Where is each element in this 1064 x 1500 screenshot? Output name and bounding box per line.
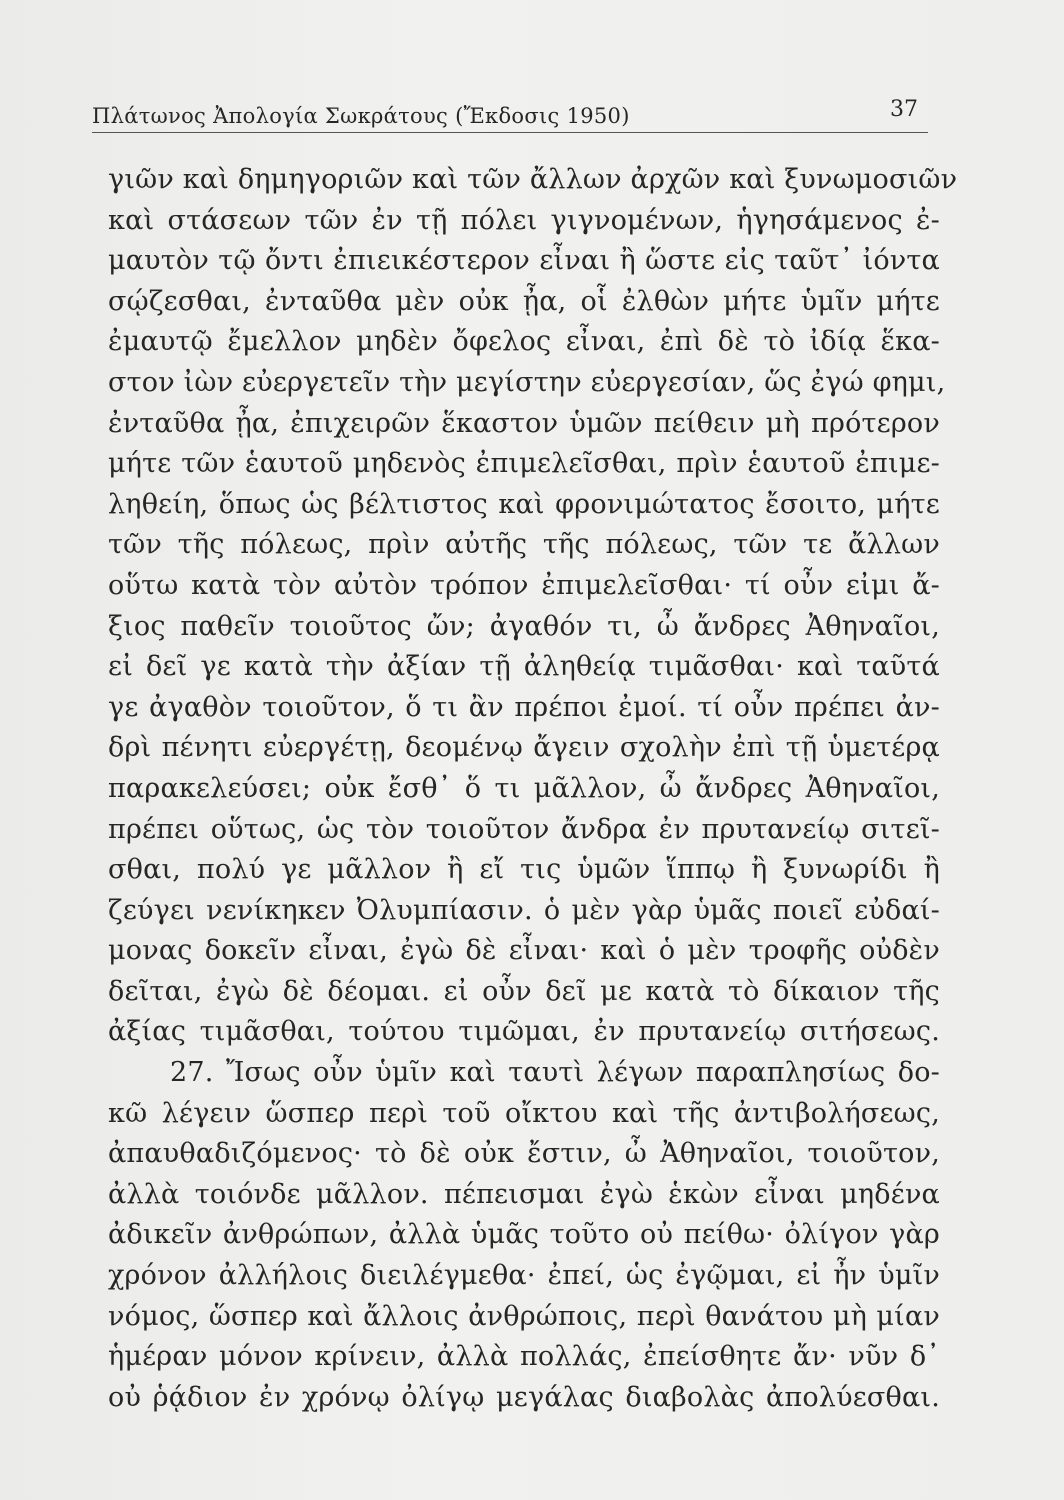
text-line: ληθείη, ὅπως ὡς βέλτιστος καὶ φρονιμώτατος ἔσοιτο, μήτε bbox=[108, 488, 940, 520]
text-line: ἀξίας τιμᾶσθαι, τούτου τιμῶμαι, ἐν πρυτανείῳ σιτήσεως. bbox=[108, 1016, 940, 1048]
text-line: ἀδικεῖν ἀνθρώπων, ἀλλὰ ὑμᾶς τοῦτο οὐ πείθω· ὀλίγον γὰρ bbox=[108, 1219, 940, 1251]
text-line: μονας δοκεῖν εἶναι, ἐγὼ δὲ εἶναι· καὶ ὁ μὲν τροφῆς οὐδὲν bbox=[108, 935, 940, 967]
text-line: ἡμέραν μόνον κρίνειν, ἀλλὰ πολλάς, ἐπείσθητε ἄν· νῦν δ᾽ bbox=[108, 1341, 940, 1373]
text-line: οὐ ῥᾴδιον ἐν χρόνῳ ὀλίγῳ μεγάλας διαβολὰς ἀπολύεσθαι. bbox=[108, 1381, 940, 1413]
text-line: ἐμαυτῷ ἔμελλον μηδὲν ὄφελος εἶναι, ἐπὶ δὲ τὸ ἰδίᾳ ἕκα- bbox=[108, 326, 940, 358]
text-line: μήτε τῶν ἑαυτοῦ μηδενὸς ἐπιμελεῖσθαι, πρὶν ἑαυτοῦ ἐπιμε- bbox=[108, 448, 940, 480]
text-line: καὶ στάσεων τῶν ἐν τῇ πόλει γιγνομένων, ἡγησάμενος ἐ- bbox=[108, 204, 940, 236]
text-line: στον ἰὼν εὐεργετεῖν τὴν μεγίστην εὐεργεσίαν, ὥς ἐγώ φημι, bbox=[108, 366, 946, 398]
text-line: δρὶ πένητι εὐεργέτῃ, δεομένῳ ἄγειν σχολὴν ἐπὶ τῇ ὑμετέρᾳ bbox=[108, 732, 940, 764]
running-title: Πλάτωνος Ἀπολογία Σωκράτους (Ἔκδοσις 1950) bbox=[92, 104, 630, 128]
text-line: ἀλλὰ τοιόνδε μᾶλλον. πέπεισμαι ἐγὼ ἑκὼν εἶναι μηδένα bbox=[108, 1178, 940, 1210]
running-header bbox=[92, 92, 928, 133]
text-line: γιῶν καὶ δημηγοριῶν καὶ τῶν ἄλλων ἀρχῶν καὶ ξυνωμοσιῶν bbox=[108, 164, 958, 195]
text-line: γε ἀγαθὸν τοιοῦτον, ὅ τι ἂν πρέποι ἐμοί. τί οὖν πρέπει ἀν- bbox=[108, 691, 940, 723]
body-text bbox=[108, 160, 958, 1418]
text-line: τῶν τῆς πόλεως, πρὶν αὐτῆς τῆς πόλεως, τῶν τε ἄλλων bbox=[108, 529, 940, 561]
text-line: εἰ δεῖ γε κατὰ τὴν ἀξίαν τῇ ἀληθείᾳ τιμᾶσθαι· καὶ ταῦτά bbox=[108, 651, 940, 683]
text-line: οὕτω κατὰ τὸν αὐτὸν τρόπον ἐπιμελεῖσθαι· τί οὖν εἰμι ἄ- bbox=[108, 569, 940, 601]
page-number: 37 bbox=[890, 97, 918, 122]
text-line: πρέπει οὕτως, ὡς τὸν τοιοῦτον ἄνδρα ἐν πρυτανείῳ σιτεῖ- bbox=[108, 813, 940, 845]
text-line: σθαι, πολύ γε μᾶλλον ἢ εἴ τις ὑμῶν ἵππῳ ἢ ξυνωρίδι ἢ bbox=[108, 854, 940, 886]
text-line: κῶ λέγειν ὥσπερ περὶ τοῦ οἴκτου καὶ τῆς ἀντιβολήσεως, bbox=[108, 1097, 940, 1129]
text-line: παρακελεύσει; οὐκ ἔσθ᾽ ὅ τι μᾶλλον, ὦ ἄνδρες Ἀθηναῖοι, bbox=[108, 772, 940, 804]
text-line: ξιος παθεῖν τοιοῦτος ὤν; ἀγαθόν τι, ὦ ἄνδρες Ἀθηναῖοι, bbox=[108, 610, 940, 642]
paragraph-start-line: 27. Ἴσως οὖν ὑμῖν καὶ ταυτὶ λέγων παραπλησίως δο- bbox=[170, 1057, 940, 1089]
text-line: νόμος, ὥσπερ καὶ ἄλλοις ἀνθρώποις, περὶ θανάτου μὴ μίαν bbox=[108, 1300, 940, 1332]
text-line: μαυτὸν τῷ ὄντι ἐπιεικέστερον εἶναι ἢ ὥστε εἰς ταῦτ᾽ ἰόντα bbox=[108, 245, 940, 277]
text-line: χρόνον ἀλλήλοις διειλέγμεθα· ἐπεί, ὡς ἐγῷμαι, εἰ ἦν ὑμῖν bbox=[108, 1260, 940, 1292]
text-line: σῴζεσθαι, ἐνταῦθα μὲν οὐκ ᾖα, οἷ ἐλθὼν μήτε ὑμῖν μήτε bbox=[108, 285, 940, 317]
text-line: ἀπαυθαδιζόμενος· τὸ δὲ οὐκ ἔστιν, ὦ Ἀθηναῖοι, τοιοῦτον, bbox=[108, 1138, 940, 1170]
text-line: ἐνταῦθα ᾖα, ἐπιχειρῶν ἕκαστον ὑμῶν πείθειν μὴ πρότερον bbox=[108, 407, 940, 439]
text-line: ζεύγει νενίκηκεν Ὀλυμπίασιν. ὁ μὲν γὰρ ὑμᾶς ποιεῖ εὐδαί- bbox=[108, 894, 940, 926]
text-line: δεῖται, ἐγὼ δὲ δέομαι. εἰ οὖν δεῖ με κατὰ τὸ δίκαιον τῆς bbox=[108, 975, 940, 1007]
